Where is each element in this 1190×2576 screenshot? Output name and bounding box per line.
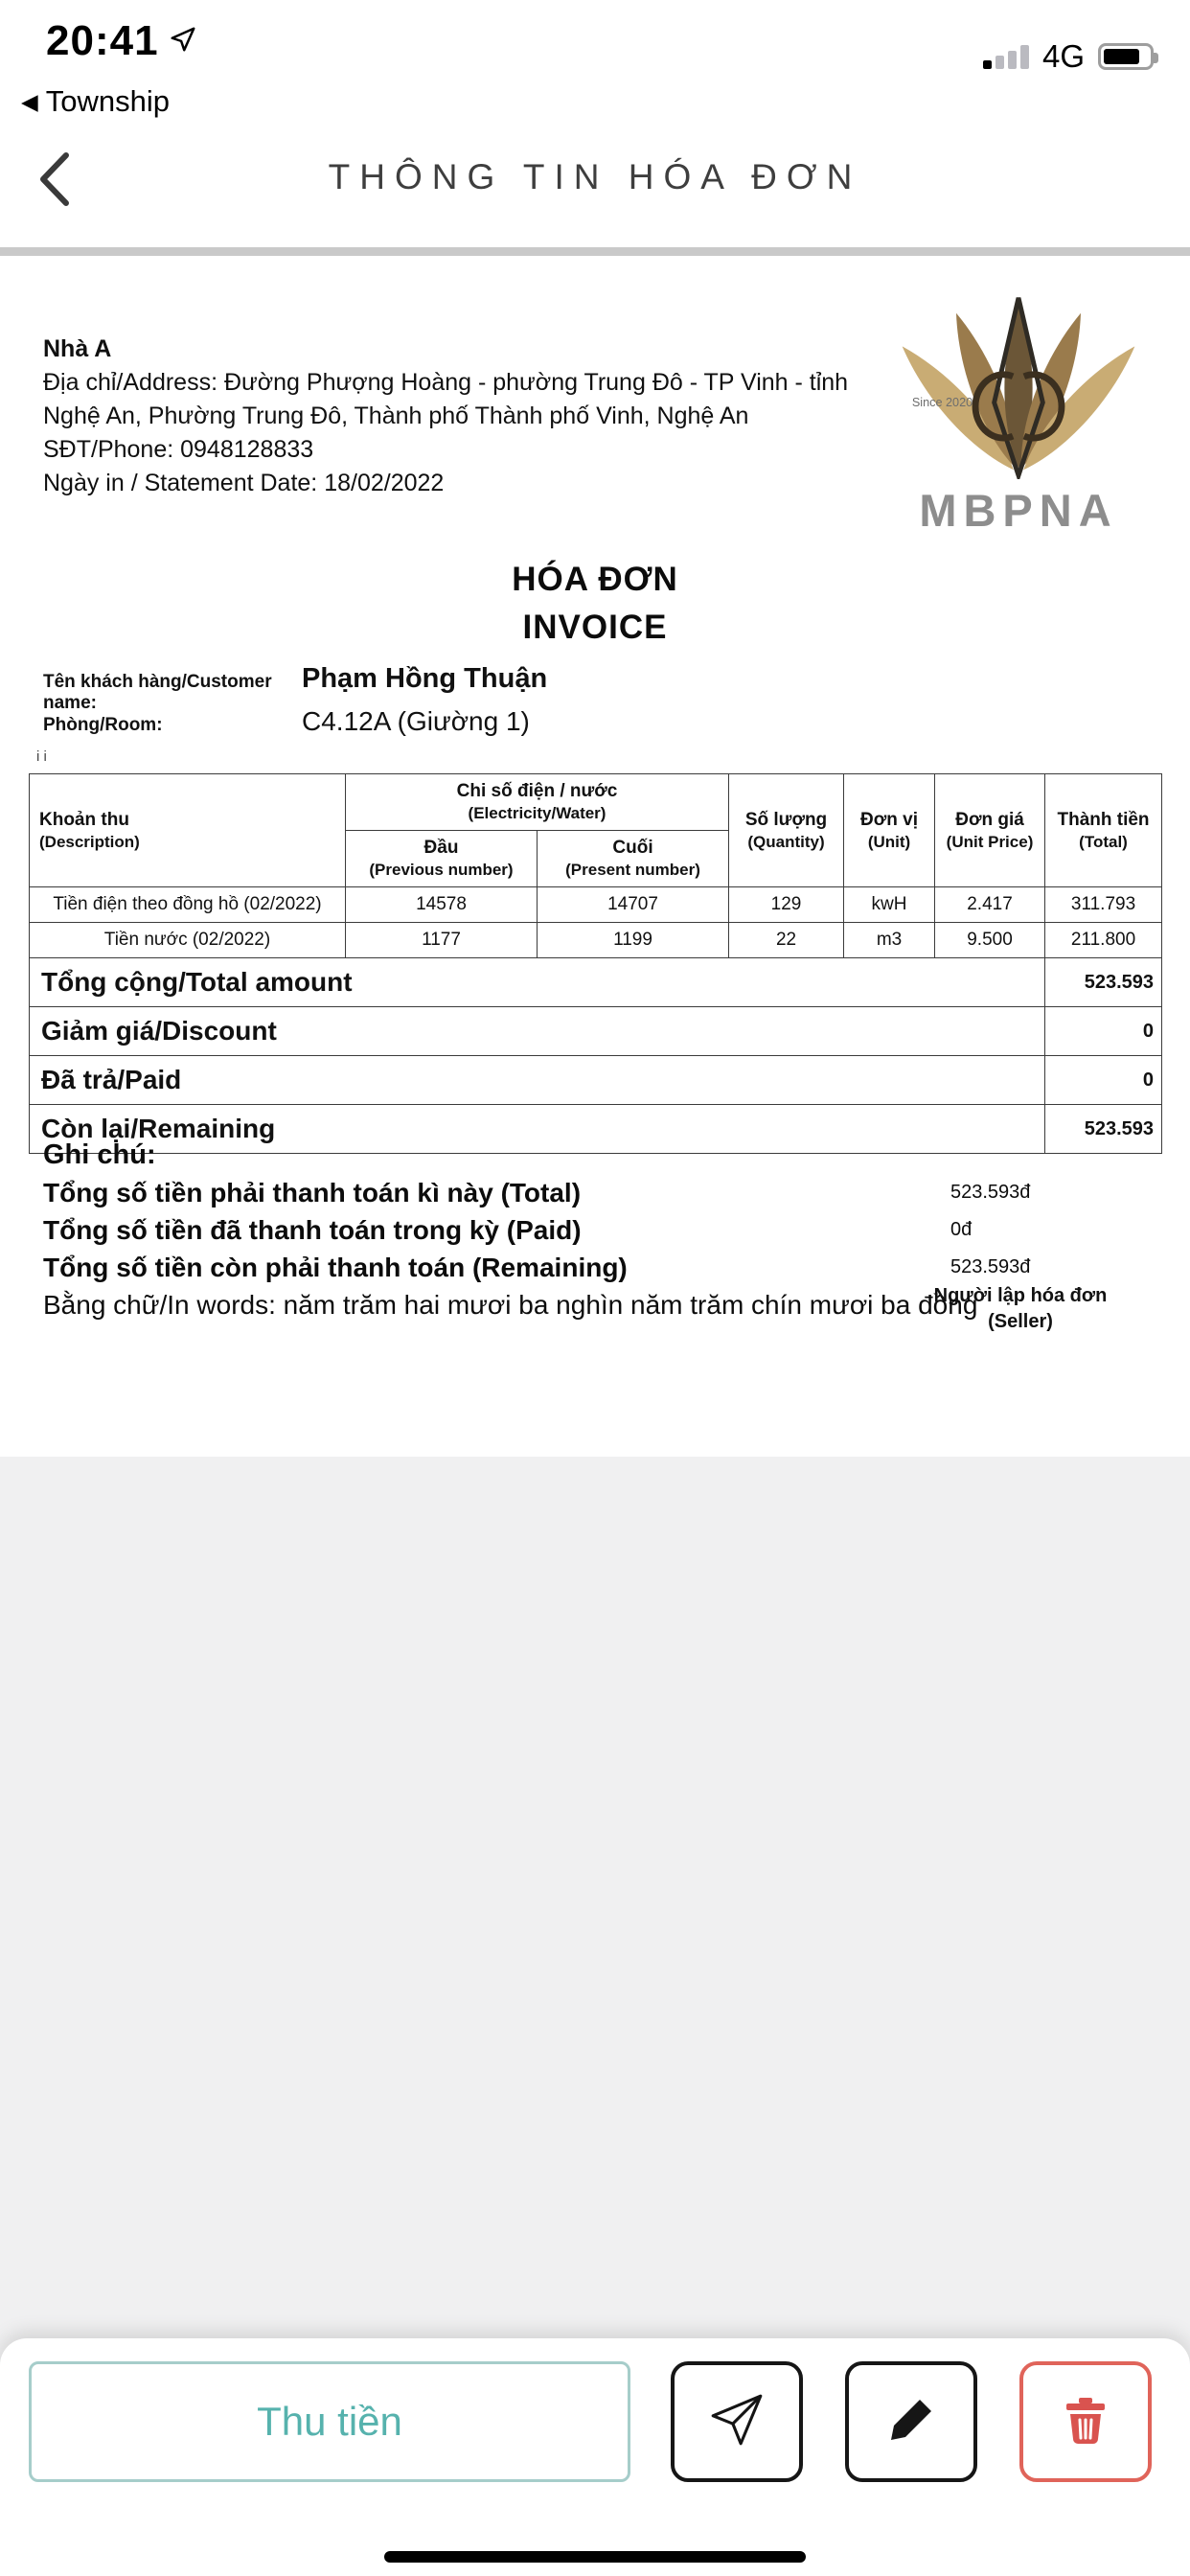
note-value: 523.593đ [950,1256,1031,1277]
table-cell: Tiền điện theo đồng hồ (02/2022) [30,887,346,923]
summary-row [30,958,1162,1007]
col-sublabel: (Description) [39,832,140,851]
statement-date: Ngày in / Statement Date: 18/02/2022 [43,470,445,496]
note-line [43,1174,1147,1211]
summary-label: Giảm giá/Discount [30,1007,1045,1056]
customer-label: Tên khách hàng/Customer name: [43,672,272,713]
col-sublabel: (Total) [1079,832,1128,851]
status-bar-right [983,38,1154,75]
seller-title: Người lập hóa đơn [933,1285,1108,1306]
brand-name: MBPNA [919,485,1118,536]
back-to-app-button[interactable] [21,84,170,119]
table-cell: 311.793 [1045,887,1162,923]
room-value: C4.12A (Giường 1) [302,706,530,736]
summary-value: 0 [1045,1007,1162,1056]
col-label: Chi số điện / nước [456,781,618,801]
note-value: 0đ [950,1219,973,1240]
battery-icon [1098,43,1154,70]
location-arrow-icon [169,25,197,58]
col-sublabel: (Unit) [867,832,911,851]
phone-line: SĐT/Phone: 0948128833 [43,436,314,463]
back-to-app-icon: ◀ [21,88,38,114]
summary-label: Đã trả/Paid [30,1056,1045,1105]
back-to-app-label: Township [45,84,170,118]
table-row [30,887,1162,923]
note-label: Tổng số tiền phải thanh toán kì này (Total) [43,1178,582,1208]
seller-subtitle: (Seller) [988,1311,1053,1332]
room-row [43,706,530,737]
collect-money-button[interactable]: Thu tiền [29,2361,630,2482]
page-title: THÔNG TIN HÓA ĐƠN [328,157,862,196]
col-label: Khoản thu [39,809,129,830]
invoice-title-en: INVOICE [522,609,668,646]
col-sublabel: (Unit Price) [946,832,1034,851]
col-total [1045,774,1162,887]
col-unit [844,774,935,887]
summary-label: Còn lại/Remaining [30,1105,1045,1154]
col-sublabel: (Quantity) [747,832,825,851]
note-label: Tổng số tiền đã thanh toán trong kỳ (Paid) [43,1215,582,1245]
summary-row [30,1007,1162,1056]
property-info [43,333,886,500]
summary-value: 523.593 [1045,1105,1162,1154]
nav-bar [0,134,1190,230]
delete-button[interactable] [1019,2361,1152,2482]
table-cell: m3 [844,923,935,958]
summary-value: 523.593 [1045,958,1162,1007]
note-line [43,1211,1147,1249]
table-cell: kwH [844,887,935,923]
col-label: Đơn vị [860,809,918,830]
note-label: Tổng số tiền còn phải thanh toán (Remaining) [43,1253,628,1282]
summary-label: Tổng cộng/Total amount [30,958,1045,1007]
table-cell: 22 [729,923,844,958]
table-cell: 14578 [346,887,538,923]
col-description [30,774,346,887]
since-label: Since 2020 [911,395,973,409]
edit-icon [884,2393,938,2451]
signal-icon [983,44,1029,69]
table-cell: 14707 [538,887,729,923]
edit-button[interactable] [845,2361,977,2482]
table-cell: 2.417 [935,887,1045,923]
header [0,0,1190,247]
bottom-toolbar [0,2338,1190,2576]
col-sublabel: (Electricity/Water) [468,804,606,822]
address-line: Địa chỉ/Address: Đường Phượng Hoàng - phường Trung Đô - TP Vinh - tỉnh Nghệ An, Phường Trung Đô, Thành phố Thành phố Vinh, Nghệ An [43,369,849,429]
table-header-row [30,774,1162,831]
home-indicator[interactable] [384,2551,806,2563]
customer-name: Phạm Hồng Thuận [302,663,548,694]
table-cell: 129 [729,887,844,923]
col-unit-price [935,774,1045,887]
invoice-card [0,256,1190,1457]
table-cell: 1177 [346,923,538,958]
col-sublabel: (Present number) [565,861,700,879]
seller-block [896,1283,1145,1335]
invoice-titles [0,561,1190,647]
amount-in-words: Bằng chữ/In words: năm trăm hai mươi ba nghìn năm trăm chín mươi ba đồng [43,1290,978,1320]
col-quantity [729,774,844,887]
col-previous [346,831,538,887]
col-sublabel: (Previous number) [369,861,514,879]
room-label: Phòng/Room: [43,715,163,735]
logo-emblem-icon [891,292,1146,479]
note-line [43,1249,1147,1286]
col-label: Thành tiền [1057,809,1150,830]
trash-icon [1059,2393,1112,2451]
table-row [30,923,1162,958]
col-label: Đơn giá [955,809,1024,830]
table-cell: 211.800 [1045,923,1162,958]
header-divider [0,247,1190,256]
invoice-table [29,773,1162,1154]
notes-heading: Ghi chú: [43,1139,156,1170]
send-button[interactable] [671,2361,803,2482]
col-label: Cuối [612,838,653,858]
summary-row [30,1056,1162,1105]
table-cell: Tiền nước (02/2022) [30,923,346,958]
status-bar-left [46,17,197,65]
table-cell: 9.500 [935,923,1045,958]
col-label: Đầu [423,838,459,858]
col-meter-group [346,774,729,831]
invoice-title-vi: HÓA ĐƠN [512,561,678,598]
fine-print: i i [36,748,47,765]
send-icon [707,2390,767,2454]
col-present [538,831,729,887]
summary-value: 0 [1045,1056,1162,1105]
brand-logo [889,292,1148,537]
note-value: 523.593đ [950,1182,1031,1203]
col-label: Số lượng [744,809,828,830]
time-label: 20:41 [46,17,159,64]
house-name: Nhà A [43,335,112,362]
table-cell: 1199 [538,923,729,958]
network-label: 4G [1041,38,1085,74]
